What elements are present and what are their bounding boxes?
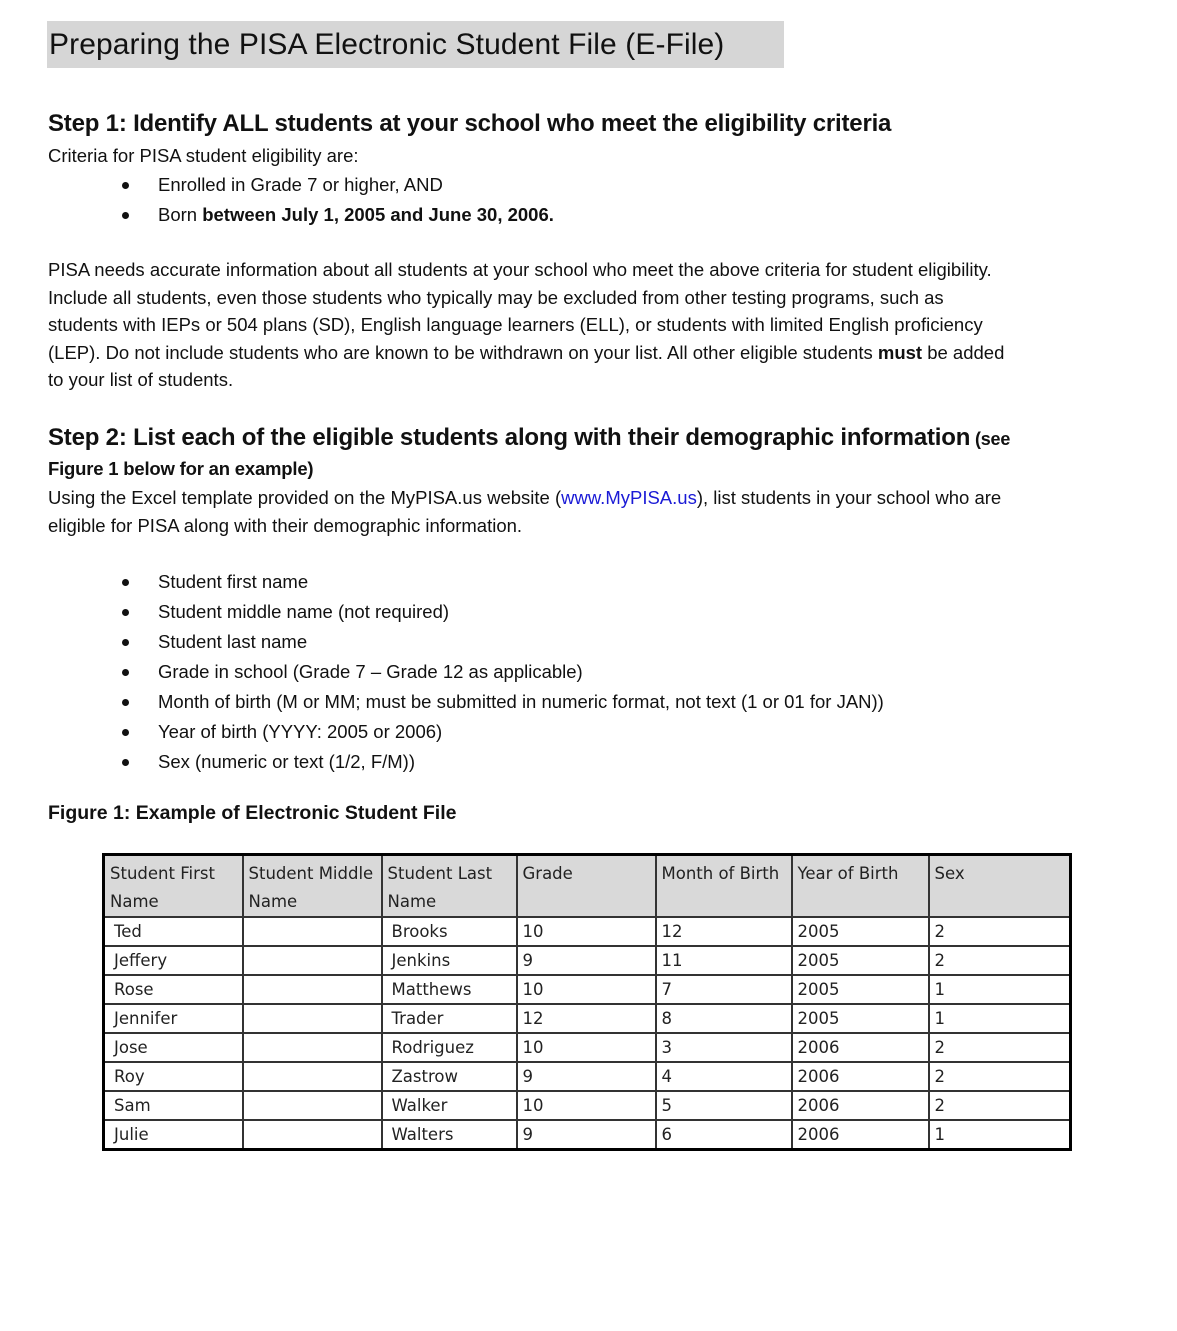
- criteria-prefix: Born: [158, 204, 203, 225]
- field-item: [118, 597, 884, 627]
- criteria-date-range: between July 1, 2005 and June 30, 2006.: [202, 204, 554, 225]
- column-header-year-of-birth: Year of Birth: [792, 855, 929, 918]
- cell-grade: 9: [517, 1062, 656, 1091]
- cell-year: 2005: [792, 946, 929, 975]
- field-text: Grade in school (Grade 7 – Grade 12 as applicable): [158, 661, 583, 682]
- cell-month: 12: [656, 917, 792, 946]
- column-header-first-name: Student First Name: [104, 855, 243, 918]
- field-text: Month of birth (M or MM; must be submitted in numeric format, not text (1 or 01 for JAN)): [158, 691, 884, 712]
- table-header-row: [104, 855, 1071, 918]
- cell-first-name: Ted: [104, 917, 243, 946]
- cell-first-name: Jose: [104, 1033, 243, 1062]
- table-row: [104, 946, 1071, 975]
- cell-middle-name: [243, 1062, 382, 1091]
- cell-grade: 12: [517, 1004, 656, 1033]
- cell-first-name: Rose: [104, 975, 243, 1004]
- paragraph-line: students with IEPs or 504 plans (SD), English language learners (ELL), or students with limited English proficiency: [48, 314, 983, 335]
- cell-grade: 10: [517, 917, 656, 946]
- document-title: Preparing the PISA Electronic Student File (E-File): [47, 21, 784, 68]
- field-item: [118, 657, 884, 687]
- cell-year: 2005: [792, 917, 929, 946]
- mypisa-link[interactable]: www.MyPISA.us: [561, 487, 697, 508]
- bullet-icon: [122, 609, 129, 616]
- table-row: [104, 975, 1071, 1004]
- field-item: [118, 717, 884, 747]
- paragraph-line: [48, 484, 1001, 512]
- paragraph-line: [48, 339, 1004, 367]
- paragraph-text: ), list students in your school who are: [696, 487, 1002, 508]
- eligibility-criteria-list: [118, 170, 554, 230]
- bullet-icon: [122, 182, 129, 189]
- cell-last-name: Zastrow: [382, 1062, 517, 1091]
- cell-last-name: Rodriguez: [382, 1033, 517, 1062]
- cell-sex: 1: [929, 1004, 1071, 1033]
- emphasis-must: must: [877, 341, 923, 363]
- table-row: [104, 1004, 1071, 1033]
- cell-year: 2006: [792, 1062, 929, 1091]
- cell-year: 2005: [792, 1004, 929, 1033]
- paragraph-line: to your list of students.: [48, 369, 234, 390]
- cell-year: 2006: [792, 1033, 929, 1062]
- bullet-icon: [122, 759, 129, 766]
- cell-year: 2006: [792, 1120, 929, 1150]
- cell-grade: 9: [517, 946, 656, 975]
- cell-month: 4: [656, 1062, 792, 1091]
- field-item: [118, 567, 884, 597]
- paragraph-line: PISA needs accurate information about all students at your school who meet the above criteria for student eligibility.: [48, 259, 992, 280]
- cell-month: 11: [656, 946, 792, 975]
- paragraph-text: be added: [922, 341, 1005, 363]
- column-header-month-of-birth: Month of Birth: [656, 855, 792, 918]
- column-header-sex: Sex: [929, 855, 1071, 918]
- step2-heading: [48, 424, 1010, 452]
- step2-heading-text: Step 2: List each of the eligible students along with their demographic information: [48, 424, 971, 451]
- figure-caption: Figure 1: Example of Electronic Student File: [48, 802, 457, 824]
- field-item: [118, 627, 884, 657]
- bullet-icon: [122, 729, 129, 736]
- cell-last-name: Matthews: [382, 975, 517, 1004]
- field-item: [118, 747, 884, 777]
- efile-example-table: [102, 853, 1072, 1151]
- cell-middle-name: [243, 1120, 382, 1150]
- cell-first-name: Jennifer: [104, 1004, 243, 1033]
- column-header-last-name: Student Last Name: [382, 855, 517, 918]
- cell-year: 2006: [792, 1091, 929, 1120]
- cell-grade: 10: [517, 1033, 656, 1062]
- step1-intro: Criteria for PISA student eligibility are:: [48, 145, 359, 166]
- paragraph-line: eligible for PISA along with their demographic information.: [48, 514, 523, 536]
- cell-sex: 2: [929, 917, 1071, 946]
- bullet-icon: [122, 579, 129, 586]
- column-header-grade: Grade: [517, 855, 656, 918]
- cell-grade: 10: [517, 1091, 656, 1120]
- cell-sex: 1: [929, 975, 1071, 1004]
- column-header-middle-name: Student Middle Name: [243, 855, 382, 918]
- cell-first-name: Jeffery: [104, 946, 243, 975]
- cell-last-name: Walters: [382, 1120, 517, 1150]
- field-text: Student last name: [158, 631, 308, 652]
- cell-last-name: Jenkins: [382, 946, 517, 975]
- step2-heading-suffix: (see: [970, 429, 1011, 449]
- cell-month: 5: [656, 1091, 792, 1120]
- criteria-text: Enrolled in Grade 7 or higher, AND: [158, 174, 443, 195]
- cell-sex: 2: [929, 1033, 1071, 1062]
- step2-intro: [48, 484, 1001, 539]
- cell-year: 2005: [792, 975, 929, 1004]
- cell-middle-name: [243, 975, 382, 1004]
- cell-grade: 10: [517, 975, 656, 1004]
- field-text: Student first name: [158, 571, 309, 592]
- cell-sex: 2: [929, 946, 1071, 975]
- demographic-fields-list: [118, 567, 884, 777]
- cell-middle-name: [243, 946, 382, 975]
- table-row: [104, 1033, 1071, 1062]
- bullet-icon: [122, 212, 129, 219]
- cell-first-name: Julie: [104, 1120, 243, 1150]
- criteria-item: [118, 200, 554, 230]
- paragraph-text: Using the Excel template provided on the MyPISA.us website (: [48, 487, 562, 508]
- cell-middle-name: [243, 1004, 382, 1033]
- field-text: Student middle name (not required): [158, 601, 450, 622]
- cell-last-name: Trader: [382, 1004, 517, 1033]
- cell-sex: 2: [929, 1091, 1071, 1120]
- cell-sex: 2: [929, 1062, 1071, 1091]
- cell-month: 7: [656, 975, 792, 1004]
- field-item: [118, 687, 884, 717]
- field-text: Year of birth (YYYY: 2005 or 2006): [158, 721, 443, 742]
- table-row: [104, 1091, 1071, 1120]
- cell-middle-name: [243, 1091, 382, 1120]
- paragraph-line: Include all students, even those students who typically may be excluded from other testing programs, such as: [48, 286, 944, 308]
- cell-month: 6: [656, 1120, 792, 1150]
- table-row: [104, 917, 1071, 946]
- step2-heading-line2: Figure 1 below for an example): [48, 458, 314, 479]
- cell-first-name: Sam: [104, 1091, 243, 1120]
- bullet-icon: [122, 639, 129, 646]
- cell-middle-name: [243, 917, 382, 946]
- cell-sex: 1: [929, 1120, 1071, 1150]
- cell-grade: 9: [517, 1120, 656, 1150]
- criteria-item: [118, 170, 554, 200]
- step1-heading: Step 1: Identify ALL students at your school who meet the eligibility criteria: [48, 110, 892, 137]
- bullet-icon: [122, 669, 129, 676]
- cell-last-name: Walker: [382, 1091, 517, 1120]
- cell-first-name: Roy: [104, 1062, 243, 1091]
- field-text: Sex (numeric or text (1/2, F/M)): [158, 751, 415, 772]
- cell-last-name: Brooks: [382, 917, 517, 946]
- table-row: [104, 1062, 1071, 1091]
- step1-paragraph: [48, 256, 1004, 394]
- paragraph-text: (LEP). Do not include students who are known to be withdrawn on your list. All other eligible students: [48, 341, 878, 363]
- table-row: [104, 1120, 1071, 1150]
- cell-middle-name: [243, 1033, 382, 1062]
- cell-month: 8: [656, 1004, 792, 1033]
- cell-month: 3: [656, 1033, 792, 1062]
- bullet-icon: [122, 699, 129, 706]
